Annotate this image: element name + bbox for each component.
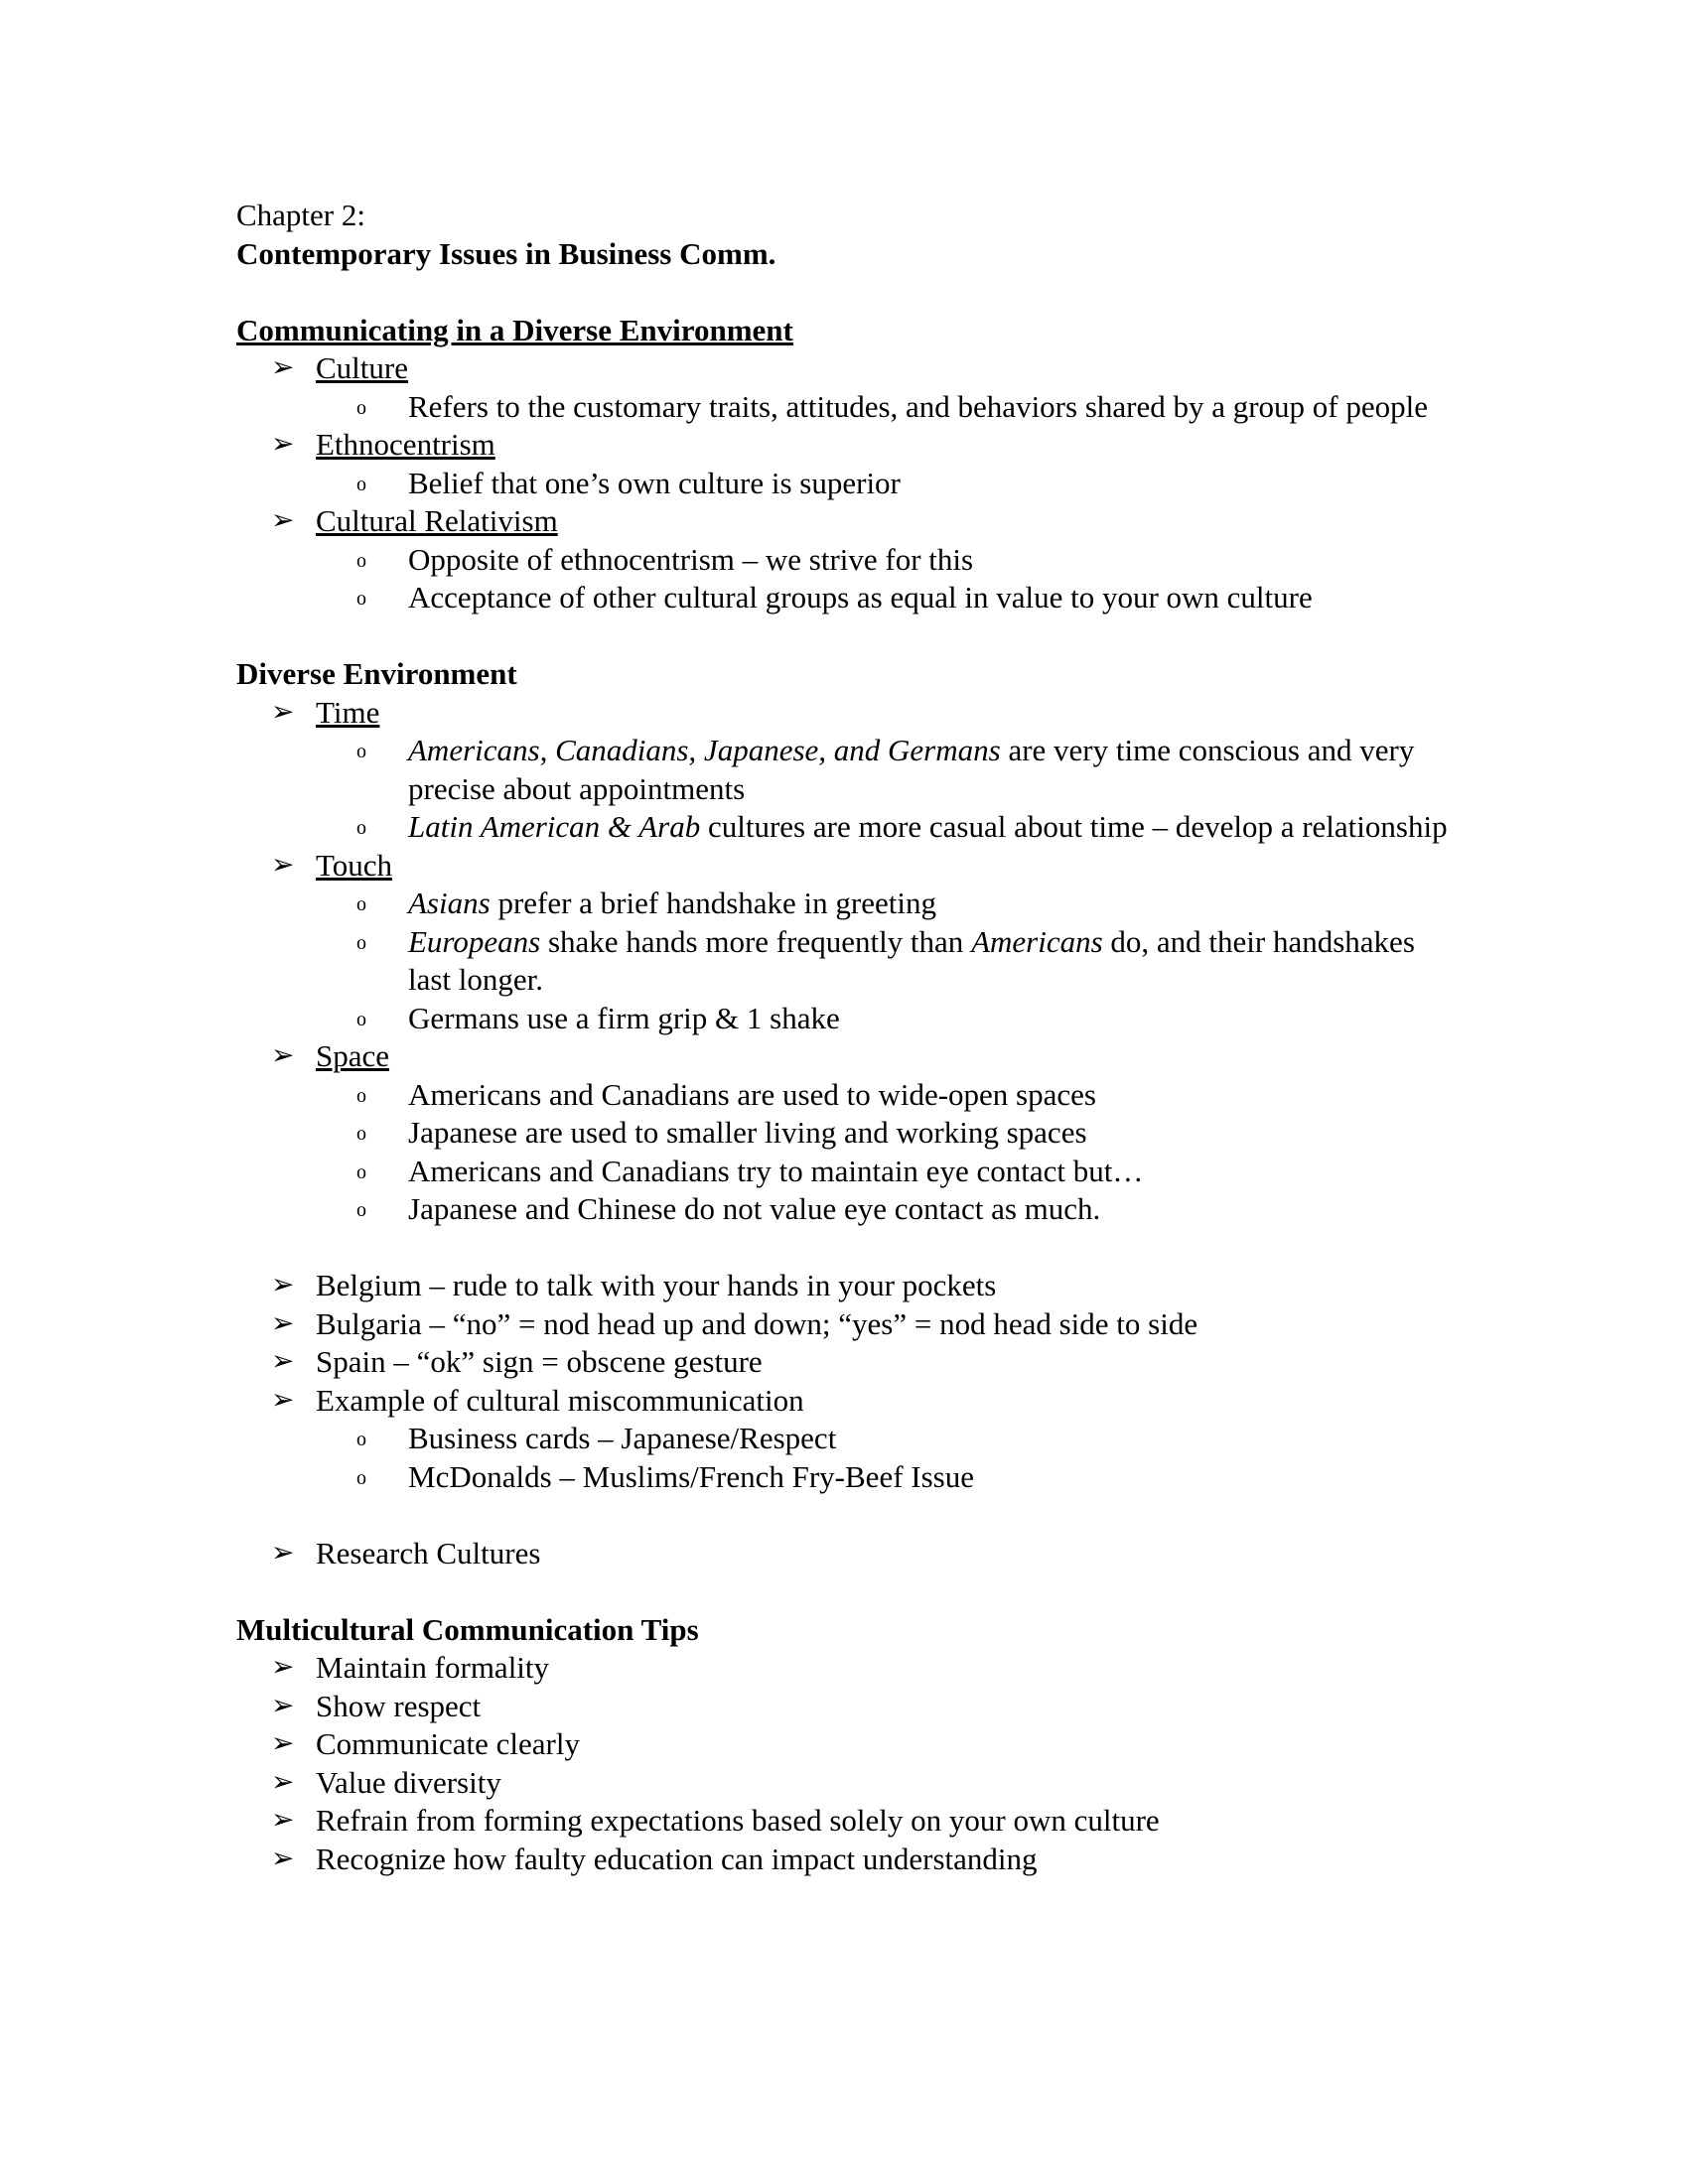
list-item bbox=[331, 579, 1460, 617]
level1-bullet-icon: ➢ bbox=[271, 849, 295, 881]
section-heading-diverse-environment: Diverse Environment bbox=[236, 656, 517, 691]
note-mcdonalds: McDonalds – Muslims/French Fry-Beef Issue bbox=[408, 1458, 974, 1494]
level1-bullet-icon: ➢ bbox=[271, 429, 295, 460]
note-time-2: cultures are more casual about time – develop a relationship bbox=[700, 809, 1448, 844]
level2-bullet-icon: o bbox=[356, 549, 366, 572]
list-communicating bbox=[236, 349, 1460, 617]
list-item-space bbox=[236, 1037, 1460, 1229]
level2-bullet-icon: o bbox=[356, 817, 366, 839]
note-touch-2b: do, and their handshakes last longer. bbox=[408, 923, 1415, 997]
sublist-touch bbox=[316, 885, 1460, 1037]
list-item-ethnocentrism bbox=[236, 426, 1460, 502]
cultures-touch-2a: Europeans bbox=[408, 923, 541, 959]
list-item bbox=[331, 1190, 1460, 1229]
spacer bbox=[236, 1572, 1460, 1611]
section-heading-multicultural-tips: Multicultural Communication Tips bbox=[236, 1611, 699, 1647]
level1-bullet-icon: ➢ bbox=[271, 1270, 295, 1300]
level1-bullet-icon: ➢ bbox=[271, 1766, 295, 1798]
sublist-ethnocentrism bbox=[316, 465, 1460, 503]
definition-culture: Refers to the customary traits, attitudes, and behaviors shared by a group of people bbox=[408, 388, 1429, 424]
sublist-time bbox=[316, 732, 1460, 847]
level2-bullet-icon: o bbox=[356, 741, 366, 762]
list-item-maintain-formality bbox=[236, 1649, 1460, 1688]
spacer bbox=[236, 617, 1460, 656]
list-item-recognize-education bbox=[236, 1841, 1460, 1879]
level2-bullet-icon: o bbox=[356, 396, 366, 419]
list-item bbox=[331, 1076, 1460, 1115]
note-touch-3: Germans use a firm grip & 1 shake bbox=[408, 1000, 840, 1035]
list-item bbox=[331, 1153, 1460, 1191]
spacer bbox=[236, 1496, 1460, 1535]
list-item-touch bbox=[236, 847, 1460, 1038]
list-item-communicate-clearly bbox=[236, 1725, 1460, 1764]
tip-maintain-formality: Maintain formality bbox=[316, 1650, 550, 1685]
level2-bullet-icon: o bbox=[356, 588, 366, 610]
level1-bullet-icon: ➢ bbox=[271, 1537, 295, 1569]
chapter-label: Chapter 2: bbox=[236, 198, 365, 232]
list-item-belgium bbox=[236, 1267, 1460, 1305]
note-space-2: Japanese are used to smaller living and working spaces bbox=[408, 1115, 1087, 1150]
list-item bbox=[331, 923, 1460, 1000]
tip-refrain-expectations: Refrain from forming expectations based solely on your own culture bbox=[316, 1803, 1160, 1838]
list-item bbox=[331, 388, 1460, 427]
list-item-show-respect bbox=[236, 1688, 1460, 1726]
definition-ethnocentrism: Belief that one’s own culture is superior bbox=[408, 465, 901, 500]
level1-bullet-icon: ➢ bbox=[271, 1384, 295, 1416]
note-space-3: Americans and Canadians try to maintain eye contact but… bbox=[408, 1153, 1144, 1188]
cultures-time-1: Americans, Canadians, Japanese, and Germans bbox=[408, 733, 1001, 767]
list-item-time bbox=[236, 694, 1460, 847]
list-item-value-diversity bbox=[236, 1764, 1460, 1803]
level1-bullet-icon: ➢ bbox=[271, 1040, 295, 1071]
list-item bbox=[331, 465, 1460, 503]
level2-bullet-icon: o bbox=[356, 1466, 366, 1489]
level2-bullet-icon: o bbox=[356, 473, 366, 495]
term-cultural-relativism bbox=[316, 503, 558, 538]
level1-bullet-icon: ➢ bbox=[271, 1805, 295, 1836]
level2-bullet-icon: o bbox=[356, 1160, 366, 1183]
spacer bbox=[236, 273, 1460, 312]
definition-cultural-relativism-1: Opposite of ethnocentrism – we strive for this bbox=[408, 541, 974, 577]
tip-value-diversity: Value diversity bbox=[316, 1764, 501, 1800]
sublist-cultural-relativism bbox=[316, 541, 1460, 617]
note-business-cards: Business cards – Japanese/Respect bbox=[408, 1421, 837, 1455]
section-heading-communicating: Communicating in a Diverse Environment bbox=[236, 312, 793, 347]
list-item bbox=[331, 1114, 1460, 1153]
level1-bullet-icon: ➢ bbox=[271, 505, 295, 536]
note-time-1: are very time conscious and very precise about appointments bbox=[408, 733, 1415, 806]
document-title: Contemporary Issues in Business Comm. bbox=[236, 235, 776, 271]
sublist-example-miscommunication bbox=[316, 1420, 1460, 1496]
spacer bbox=[236, 1229, 1460, 1268]
sublist-culture bbox=[316, 388, 1460, 427]
term-touch: Touch bbox=[316, 847, 393, 883]
term-cultural-relativism-part2: Relativism bbox=[424, 503, 558, 538]
definition-cultural-relativism-2: Acceptance of other cultural groups as equal in value to your own culture bbox=[408, 580, 1313, 614]
term-time: Time bbox=[316, 694, 380, 730]
level1-bullet-icon: ➢ bbox=[271, 1843, 295, 1874]
list-item-refrain-expectations bbox=[236, 1802, 1460, 1841]
level2-bullet-icon: o bbox=[356, 1199, 366, 1221]
cultures-touch-2b: Americans bbox=[971, 923, 1103, 959]
list-item bbox=[331, 885, 1460, 923]
level2-bullet-icon: o bbox=[356, 931, 366, 954]
level1-bullet-icon: ➢ bbox=[271, 1346, 295, 1377]
list-item-example-miscommunication bbox=[236, 1382, 1460, 1497]
list-item bbox=[331, 1000, 1460, 1038]
level1-bullet-icon: ➢ bbox=[271, 352, 295, 383]
note-touch-1: prefer a brief handshake in greeting bbox=[490, 886, 936, 920]
tip-communicate-clearly: Communicate clearly bbox=[316, 1726, 580, 1761]
document-body bbox=[236, 197, 1460, 1878]
tip-recognize-education: Recognize how faulty education can impact understanding bbox=[316, 1841, 1038, 1876]
level1-bullet-icon: ➢ bbox=[271, 1307, 295, 1339]
cultures-time-2: Latin American & Arab bbox=[408, 809, 701, 844]
list-item bbox=[331, 732, 1460, 808]
term-culture: Culture bbox=[316, 350, 408, 385]
level1-bullet-icon: ➢ bbox=[271, 1690, 295, 1721]
level1-bullet-icon: ➢ bbox=[271, 696, 295, 728]
list-multicultural-tips bbox=[236, 1649, 1460, 1878]
list-item bbox=[331, 541, 1460, 580]
list-item-culture bbox=[236, 349, 1460, 426]
list-item-research-cultures bbox=[236, 1535, 1460, 1573]
level2-bullet-icon: o bbox=[356, 1123, 366, 1145]
level2-bullet-icon: o bbox=[356, 1084, 366, 1107]
list-item bbox=[331, 1420, 1460, 1458]
sublist-space bbox=[316, 1076, 1460, 1229]
note-bulgaria: Bulgaria – “no” = nod head up and down; “yes” = nod head side to side bbox=[316, 1305, 1198, 1341]
note-research-cultures: Research Cultures bbox=[316, 1535, 541, 1570]
note-belgium: Belgium – rude to talk with your hands in your pockets bbox=[316, 1268, 997, 1302]
list-item bbox=[331, 1458, 1460, 1497]
cultures-touch-1: Asians bbox=[408, 886, 491, 920]
term-ethnocentrism: Ethnocentrism bbox=[316, 427, 495, 462]
note-space-4: Japanese and Chinese do not value eye contact as much. bbox=[408, 1191, 1101, 1226]
list-diverse-environment bbox=[236, 694, 1460, 1573]
level2-bullet-icon: o bbox=[356, 893, 366, 915]
term-space: Space bbox=[316, 1038, 390, 1073]
level1-bullet-icon: ➢ bbox=[271, 1728, 295, 1759]
level1-bullet-icon: ➢ bbox=[271, 1652, 295, 1683]
tip-show-respect: Show respect bbox=[316, 1688, 482, 1723]
note-touch-2a: shake hands more frequently than bbox=[540, 923, 972, 959]
level2-bullet-icon: o bbox=[356, 1008, 366, 1030]
note-space-1: Americans and Canadians are used to wide-open spaces bbox=[408, 1076, 1096, 1112]
list-item-spain bbox=[236, 1343, 1460, 1382]
note-spain: Spain – “ok” sign = obscene gesture bbox=[316, 1344, 763, 1379]
term-example-miscommunication: Example of cultural miscommunication bbox=[316, 1382, 804, 1418]
list-item-cultural-relativism bbox=[236, 502, 1460, 617]
list-item-bulgaria bbox=[236, 1305, 1460, 1344]
list-item bbox=[331, 808, 1460, 847]
term-cultural-relativism-part1: Cultural bbox=[316, 503, 417, 538]
level2-bullet-icon: o bbox=[356, 1429, 366, 1450]
